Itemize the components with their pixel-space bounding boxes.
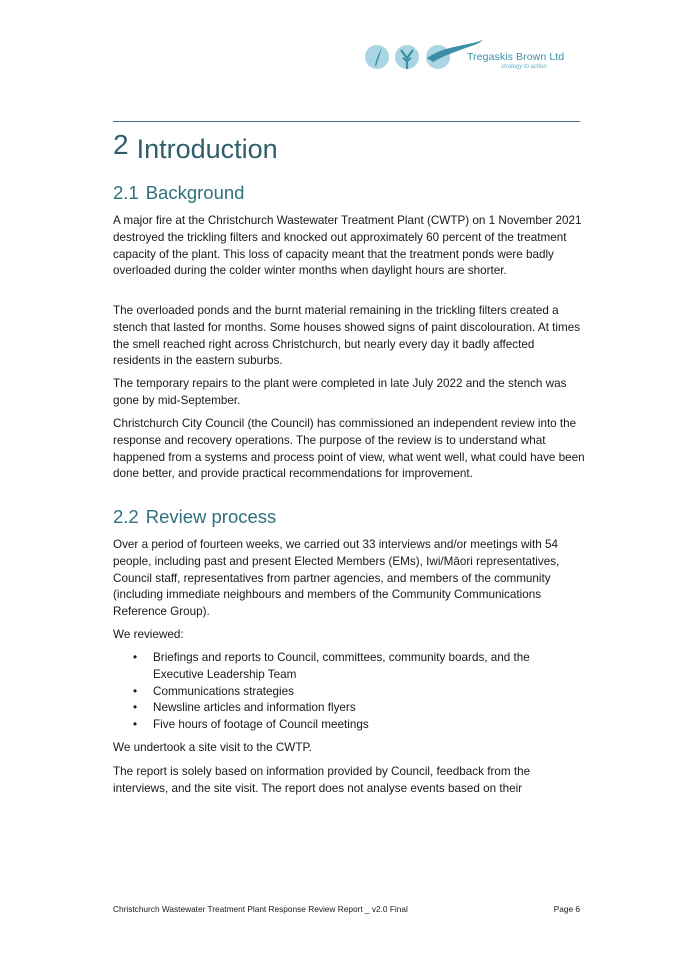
closing-paragraph: The report is solely based on information provided by Council, feedback from the interviews, and the site visit. The report does not analyse events based on their (113, 765, 531, 795)
header-divider (113, 121, 580, 122)
bullet-icon: • (133, 718, 138, 732)
review-title: Review process (145, 506, 277, 527)
bullet-icon: • (133, 701, 138, 715)
review-heading (113, 506, 276, 528)
background-paragraph-1: A major fire at the Christchurch Wastewater Treatment Plant (CWTP) on 1 November 2021 destroyed the trickling filters and knocked out approximately 60 percent of the treatment capacity of the plant. This loss of capacity meant that the treatment ponds were badly overloaded during the colder winter months when daylight hours are shorter. (113, 214, 582, 278)
background-paragraph-3: The temporary repairs to the plant were completed in late July 2022 and the stench was gone by mid-September. (113, 377, 567, 407)
list-item: • Communications strategies (113, 684, 583, 701)
company-logo (363, 38, 563, 78)
section-title: Introduction (136, 134, 278, 164)
background-paragraph-4: Christchurch City Council (the Council) has commissioned an independent review into the response and recovery operations. The purpose of the review is to understand what happened from a systems and process point of view, what went well, what could have been done better, and provide practical recommendations for improvement. (113, 417, 585, 481)
background-number: 2.1 (113, 182, 139, 203)
footer-title: Christchurch Wastewater Treatment Plant Response Review Report _ v2.0 Final (113, 904, 408, 914)
page-number: Page 6 (553, 904, 580, 914)
logo-tagline: strategy to action (501, 64, 547, 70)
background-title: Background (145, 182, 245, 203)
list-item: • Newsline articles and information flyers (113, 700, 583, 717)
bullet-icon: • (133, 684, 138, 698)
review-intro: Over a period of fourteen weeks, we carried out 33 interviews and/or meetings with 54 people, including past and present Elected Members (EMs), Iwi/Māori representatives, Council staff, representatives from partner agencies, and members of the community (including immediate neighbours and members of the Community Communications Reference Group). (113, 538, 560, 619)
list-item: • Briefings and reports to Council, committees, community boards, and the Executive Leadership Team (133, 651, 530, 681)
reviewed-label: We reviewed: (113, 628, 184, 641)
reviewed-list (113, 650, 583, 734)
logo-name: Tregaskis Brown Ltd (467, 51, 565, 63)
site-visit-paragraph: We undertook a site visit to the CWTP. (113, 741, 312, 754)
background-paragraph-2: The overloaded ponds and the burnt material remaining in the trickling filters created a stench that lasted for months. Some houses showed signs of paint discolouration. At times the smell reached right across Christchurch, but nearly every day it badly affected residents in the eastern suburbs. (113, 304, 581, 368)
list-item: • Five hours of footage of Council meetings (113, 717, 583, 734)
section-number: 2 (113, 129, 129, 160)
background-heading (113, 182, 244, 204)
bullet-icon: • (133, 651, 138, 664)
review-number: 2.2 (113, 506, 139, 527)
section-heading (113, 129, 278, 165)
